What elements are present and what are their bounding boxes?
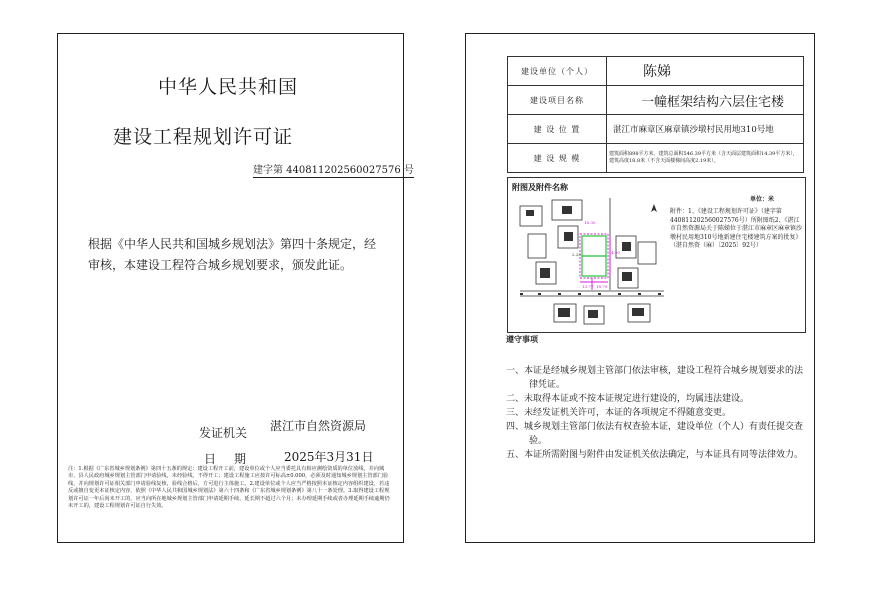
- list-item: 三、未经发证机关许可，本证的各项规定不得随意变更。: [506, 408, 732, 418]
- row-value-project: 一幢框架结构六层住宅楼: [607, 86, 804, 115]
- list-item: 二、未取得本证或不按本证规定进行建设的，均属违法建设。: [506, 394, 750, 404]
- map-label: 18.30: [584, 220, 596, 225]
- row-label-scale: 建 设 规 模: [508, 144, 607, 173]
- map-label: 18.79: [596, 284, 608, 289]
- map-label: 2.29: [572, 252, 581, 257]
- list-item: 一、本证是经城乡规划主管部门依法审核，建设工程符合城乡规划要求的法律凭证。: [506, 366, 804, 390]
- north-arrow-icon: [651, 204, 657, 212]
- footnotes: 注：1.根据《广东省城乡规划条例》第四十五条的规定：建设工程开工前，建设单位或个人应当委托具有相应测绘资质的单位放线，并向城市、县人民政府城乡规划主管部门申请验线，未经验线，不得开工；建设工程施工应按许可标高±0.000，必须及时通知城乡规划主管部门验线，并向规划许可证相关部门申请验线复核，验线合格后，方可进行主体施工。2.建设单位或个人应当严格按照本证核定内容组织建设，若违反或擅自变更本证核定内容，依照《中华人民共和国城乡规划法》第六十四条和《广东省城乡规划条例》第八十一条处理。3.取得建设工程规划许可证一年后尚未开工的，应当向所在地城乡规划主管部门申请延期手续，延长期不超过六个月；未办理延期手续或者办理延期手续逾期仍未开工的，建设工程规划许可证自行失效。: [68, 466, 390, 510]
- notice-title: 遵守事项: [506, 334, 538, 344]
- table-row: [508, 115, 804, 144]
- row-label-project: 建设项目名称: [508, 86, 607, 115]
- annex-list: 附件：1、《建设工程规划许可证》（建字第440811202560027576号）所附图纸2、《湛江市自然资源局关于陈娣位于湛江市麻章区麻章镇沙墩村民用地310号地新建住宅楼建筑方案的批复》（湛自然资（麻）〔2025〕92号）: [670, 208, 803, 249]
- row-label-applicant: 建设单位（个人）: [508, 57, 607, 86]
- attachment-unit: 单位：米: [750, 196, 775, 203]
- table-row: [508, 86, 804, 115]
- certificate-number: 建字第 440811202560027576 号: [253, 161, 414, 178]
- issuer-value: 湛江市自然资源局: [270, 419, 367, 433]
- notice-list: [506, 364, 806, 462]
- certificate-detail-page: [465, 33, 815, 543]
- site-plan-drawing: [518, 196, 668, 328]
- row-value-location: 湛江市麻章区麻章镇沙墩村民用地310号地: [607, 115, 804, 144]
- map-label: 13.77: [582, 284, 594, 289]
- certificate-cover-page: [57, 33, 414, 543]
- attachment-title: 附图及附件名称: [512, 182, 568, 192]
- table-row: [508, 57, 804, 86]
- certificate-body-text: 根据《中华人民共和国城乡规划法》第四十条规定，经审核，本建设工程符合城乡规划要求，颁发此证。: [88, 237, 377, 272]
- row-value-applicant: 陈娣: [607, 57, 804, 86]
- list-item: 四、城乡规划主管部门依法有权查验本证，建设单位（个人）有责任提交查验。: [506, 422, 804, 446]
- row-value-scale: 建筑面积898平方米，建筑总面积546.39平方米（含天面层建筑面积14.39平方米），建筑高度18.8米（不含天面楼梯间高度2.19米）。: [607, 144, 804, 173]
- row-label-location: 建 设 位 置: [508, 115, 607, 144]
- map-label: 4.20: [611, 250, 620, 255]
- table-row: [508, 144, 804, 173]
- project-info-table: [507, 56, 804, 173]
- title-document: 建设工程规划许可证: [113, 126, 294, 148]
- title-country: 中华人民共和国: [158, 76, 299, 98]
- date-value: 2025年3月31日: [284, 450, 374, 464]
- attachment-section: [507, 177, 806, 333]
- issuer-label: 发证机关: [199, 426, 248, 440]
- date-label: 日期: [204, 452, 265, 466]
- list-item: 五、本证所需附图与附件由发证机关依法确定，与本证具有同等法律效力。: [506, 450, 804, 460]
